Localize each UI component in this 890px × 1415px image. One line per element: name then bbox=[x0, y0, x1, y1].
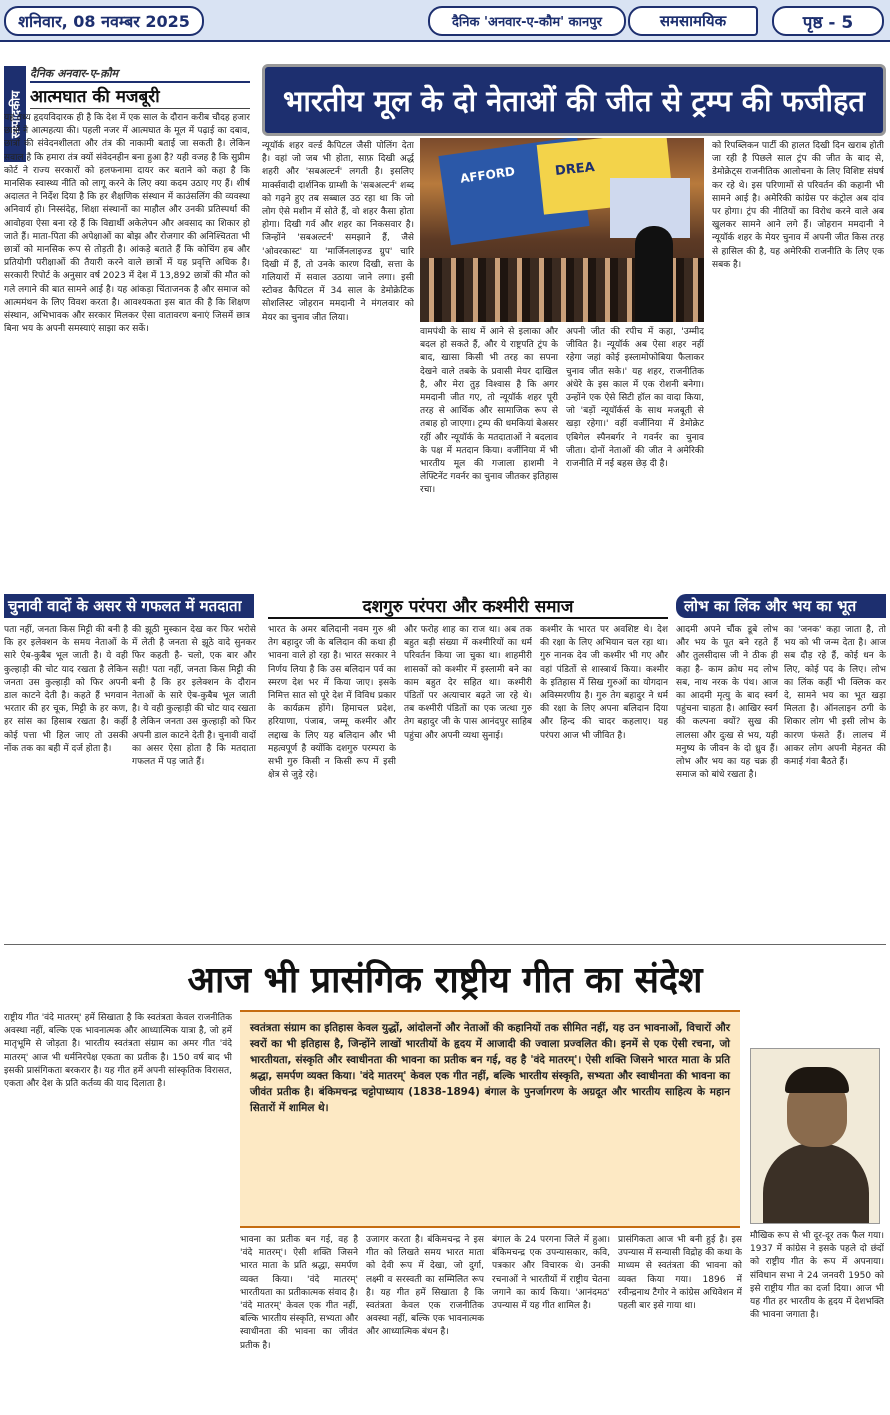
lead-col-4: को रिपब्लिकन पार्टी की हालत दिखी दिन खराब होती जा रही है पिछले साल ट्रंप की जीत के बाद से, डेमोक्रेट्स राजनीतिक आलोचना के लिए विशिष्ट संघर्ष कर रहे थे। इस परिणामों से परिवर्तन की कहानी भी सामने आई है। अमेरिकी कांग्रेस पर कंट्रोल अब दांव पर होगा। ट्रंप की नीतियों का विरोध करने वाले अब खुलकर सामने आने लगे हैं। जोहरान ममदानी ने न्यूयॉर्क शहर के मेयर चुनाव में अपनी जीत किस तरह से हासिल की है, यह अमेरिकी राजनीति के लिए एक सबक है। bbox=[712, 141, 884, 270]
divider bbox=[4, 944, 886, 945]
editorial-title: आत्मघात की मजबूरी bbox=[30, 87, 160, 107]
left-story-headline: चुनावी वादों के असर से गफलत में मतदाता bbox=[4, 594, 254, 618]
lead-headline: भारतीय मूल के दो नेताओं की जीत से ट्रम्प की फजीहत bbox=[262, 64, 886, 136]
portrait-body bbox=[763, 1143, 869, 1224]
feature-col-right: मौखिक रूप से भी दूर-दूर तक फैल गया। 1937 में कांग्रेस ने इसके पहले दो छंदों को राष्ट्रीय गीत के रूप में अपनाया। संविधान सभा ने 24 जनवरी 1950 को इसे राष्ट्रीय गीत का दर्जा दिया। आज भी यह गीत हर भारतीय के हृदय में देशभक्ति की भावना जगाता है। bbox=[750, 1231, 884, 1321]
feature-col-4: बंगाल के 24 परगना जिले में हुआ। बंकिमचन्द्र एक उपन्यासकार, कवि, पत्रकार और विचारक थे। उनकी रचनाओं ने भारतीयों में राष्ट्रीय चेतना जगाने का कार्य किया। 'आनंदमठ' उपन्यास में यह गीत शामिल है। bbox=[492, 1235, 610, 1312]
mid-story-col-2: और फरोह शाह का राज था। अब तक बहुत बड़ी संख्या में कश्मीरियों का धर्म परिवर्तन किया जा चुका था। शाहमीरी शासकों को कश्मीर में इस्लामी बने का काम बहुत देर सहित था। कश्मीरी पंडितों पर अत्याचार बढ़ते जा रहे थे। तब कश्मीरी पंडितों का एक जत्था गुरु तेग बहादुर जी के पास आनंदपुर साहिब पहुंचा और अपनी व्यथा सुनाई। bbox=[404, 625, 532, 741]
page-number: पृष्ठ - 5 bbox=[772, 6, 884, 36]
lead-col-3: अपनी जीत की रपीच में कहा, 'उम्मीद जीवित है। न्यूयॉर्क अब ऐसा शहर नहीं रहेगा जहां कोई इस्लामोफोबिया फैलाकर चुनाव जीत सके।' यह शहर, राजनीतिक अंधेरे के इस काल में एक रोशनी बनेगा। उन्होंने एक ऐसे सिटी हॉल का वादा किया, जो 'बड़ों न्यूयॉर्कर्स के साथ मजबूती से खड़ा रहेगा।' वहीं वर्जीनिया में डेमोक्रेट एबिगेल स्पैनबर्गर ने गवर्नर का चुनाव जीता। दोनों नेताओं की जीत ने अमेरिकी राजनीति में नई बहस छेड़ दी है। bbox=[566, 327, 704, 470]
feature-highlight: स्वतंत्रता संग्राम का इतिहास केवल युद्धों, आंदोलनों और नेताओं की कहानियों तक सीमित नहीं, यह उन भावनाओं, विचारों और स्वरों का भी इतिहास है, जिन्होंने लाखों भारतीयों के हृदय में आजादी की ज्वाला प्रज्वलित की। इनमें से एक ऐसी रचना, जो भारतीयता, संस्कृति और स्वाधीनता की भावना का प्रतीक बन गई, वह है 'वंदे मातरम्'। ऐसी शक्ति जिसने भारत माता के प्रति श्रद्धा, समर्पण व्यक्त किया। 'वंदे मातरम्' केवल एक गीत नहीं, बल्कि भारतीय संस्कृति, सभ्यता और स्वाधीनता की भावना का जीवंत प्रतीक है। बंकिमचन्द्र चट्टोपाध्याय (1838-1894) बंगाल के पुनर्जागरण के अग्रदूत और भारतीय साहित्य के महान सितारों में शामिल थे। bbox=[240, 1010, 740, 1228]
masthead bbox=[0, 0, 890, 42]
lead-col-1: न्यूयॉर्क शहर वर्ल्ड कैपिटल जैसी पोलिंग देता है। वहां जो जब भी होता, साफ़ दिखी अर्द्ध शहरी और 'सबअल्टर्न' लगती है। इसलिए मार्क्सवादी दार्शनिक ग्राम्शी के 'सबअल्टर्न' शब्द को गढ़ने हुए तब सब्बाल उठ रहा था कि जो लोग ऐसे मशीन में सोते हैं, वो शहर कैसा होता होगा। दिखी गर्व और शहर का निकसवार है। जिन्होंने 'सबअल्टर्न' समझाने हैं, जैसे 'ओवरकास्ट' या 'मार्जिनलाइज्ड ग्रुप' चारि दिखी में हैं, तो उनके कारण दिखी, सत्ता के गलियारों में सवाल उठाया जाने लगा। इसी स्टोक्ड कैपिटल में 34 साल के डेमोक्रेटिक सोशलिस्ट जोहरान ममदानी ने मंगलवार को मेयर का चुनाव जीत लिया। bbox=[262, 141, 414, 323]
right-story-col-2: का 'जनक' कहा जाता है, तो भय को भी जन्म देता है। आज सब दौड़ रहे हैं, कोई धन के लिए, कोई पद के लिए। लोभ का लिंक कहीं भी क्लिक कर दे, सामने भय का भूत खड़ा मिलता है। ऑनलाइन ठगी के शिकार लोग भी इसी लोभ के कारण फंसते हैं। लालच में आकर लोग अपनी मेहनत की कमाई गंवा बैठते हैं। bbox=[784, 625, 886, 768]
right-story-col-1: आदमी अपने चौंक डूबे लोभ और भय के पूत बने रहते हैं और तुलसीदास जी ने ठीक ही कहा है- काम क्रोध मद लोभ सब, नाथ नरक के पंथ। आज का आदमी मृत्यु के बाद स्वर्ग पहुंचना चाहता है। आखिर स्वर्ग की कल्पना क्यों? सुख की लालसा और दुःख से भय, यही मनुष्य के जीवन के दो ध्रुव हैं। लोभ और भय का यह चक्र ही समाज को बांधे रखता है। bbox=[676, 625, 778, 781]
right-story-headline: लोभ का लिंक और भय का भूत bbox=[676, 594, 886, 618]
photo-sign-text: AFFORD bbox=[459, 164, 516, 186]
left-story-col-2: की झूठी मुस्कान देख कर फिर भरोसे में लेती है जनता से झूठे वादे सुनकर फिर कहती है- चलो, एक बार और सही! पता नहीं, जनता किस मिट्टी की बनी है कि हर इलेक्शन के दौरान नेताओं के सारे ऐब-कुबैब भूल जाती है। ये वही कुल्हाड़ी की चोट याद रखता है लेकिन जनता उस कुल्हाड़ी को फिर अपनी डाल काटने देती है। चुनावी वादों का असर ऐसा होता है कि मतदाता गफलत में पड़ जाते हैं। bbox=[132, 625, 256, 768]
lead-col-2: वामपंथी के साथ में आने से इलाका और बदल हो सकते हैं, और ये राष्ट्रपति ट्रंप के बाद, खासा किसी भी तरह का सपना देखने वाले तबके के प्रवासी मेयर दाखिल है, और मेरा तुड़ विश्वास है कि अगर ममदानी जीत गए, तो न्यूयॉर्क शहर पूरी तरह से आर्थिक और सामाजिक रूप से तबाह हो जाएगा। ट्रम्प की धमकियां बेअसर रहीं और न्यूयॉर्क के मतदाताओं ने बदलाव के पक्ष में मतदान किया। वर्जीनिया में भी भारतीय मूल की गजाला हाशमी ने लेफ्टिनेंट गवर्नर का चुनाव जीतकर इतिहास रचा। bbox=[420, 327, 558, 496]
photo-speaker bbox=[635, 226, 673, 322]
mid-story-col-1: भारत के अमर बलिदानी नवम गुरु श्री तेग बहादुर जी के बलिदान की कथा ही भावना वाले हो रहा है। भारत सरकार ने निर्णय लिया है कि उस बलिदान पर्व का स्मरण देश भर में किया जाए। इसके निमित्त सात सो पूरे देश में विविध प्रकार के कार्यक्रम होंगे। हिमाचल प्रदेश, हरियाणा, पंजाब, जम्मू कश्मीर और लद्दाख के लिए यह बलिदान और भी महत्वपूर्ण है क्योंकि दशगुरु परम्परा के सभी गुरु किसी न किसी रूप में इसी क्षेत्र से जुड़े रहे। bbox=[268, 625, 396, 781]
editorial-tag: सम्पादकीय bbox=[4, 66, 26, 162]
author-portrait bbox=[750, 1048, 880, 1224]
section-name: समसामयिक bbox=[628, 6, 758, 36]
mid-story-headline: दशगुरु परंपरा और कश्मीरी समाज bbox=[268, 594, 668, 619]
feature-col-left: राष्ट्रीय गीत 'वंदे मातरम्' हमें सिखाता है कि स्वतंत्रता केवल राजनीतिक अवस्था नहीं, बल्कि एक भावनात्मक और आध्यात्मिक यात्रा है, जो हमें मातृभूमि से जोड़ता है। भारतीय स्वतंत्रता संग्राम का अमर गीत 'वंदे मातरम्' आज भी धर्मनिरपेक्ष एकता का प्रतीक है। 150 वर्ष बाद भी इसकी प्रासंगिकता बरकरार है। यह गीत हमें अपनी सांस्कृतिक विरासत, एकता और देश के प्रति कर्तव्य की याद दिलाता है। bbox=[4, 1013, 232, 1090]
feature-col-3: उजागर करता है। बंकिमचन्द्र ने इस गीत को लिखते समय भारत माता को देवी रूप में देखा, जो दुर्गा, लक्ष्मी व सरस्वती का सम्मिलित रूप है। यह गीत हमें सिखाता है कि स्वतंत्रता केवल एक राजनीतिक अवस्था नहीं, बल्कि एक भावनात्मक और आध्यात्मिक बंधन है। bbox=[366, 1235, 484, 1338]
issue-date: शनिवार, 08 नवम्बर 2025 bbox=[4, 6, 204, 36]
divider bbox=[30, 108, 250, 109]
editorial-body: यह तथ्य हृदयविदारक ही है कि देश में एक साल के दौरान करीब चौदह हजार छात्रों ने आत्महत्या की। पहली नजर में आत्मघात के मूल में पढ़ाई का दबाव, छात्रों की संवेदनशीलता और तंत्र की नाकामी बताई जा सकती है। लेकिन सवाल है कि हमारा तंत्र क्यों संवेदनहीन बना हुआ है? यही वजह है कि सुप्रीम कोर्ट ने राज्य सरकारों को हलफनामा दायर कर बताने को कहा है कि मानसिक स्वास्थ्य नीति को लागू करने के लिए क्या कदम उठाए गए हैं। शीर्ष अदालत ने निर्देश दिया है कि हर शैक्षणिक संस्थान में काउंसलिंग की व्यवस्था अनिवार्य हो। निस्संदेह, शिक्षा संस्थानों का माहौल और उनकी प्रतिस्पर्धा की आवोहवा ऐसा बना रहे हैं कि विद्यार्थी अकेलेपन और अवसाद का शिकार हो जाते हैं। माता-पिता की अपेक्षाओं का बोझ और रोजगार की अनिश्चितता भी छात्रों को मानसिक रूप से तोड़ती है। आंकड़े बताते हैं कि कोचिंग हब और प्रतियोगी परीक्षाओं की तैयारी करने वाले छात्रों में यह प्रवृत्ति अधिक है। सरकारी रिपोर्ट के अनुसार वर्ष 2023 में देश में 13,892 छात्रों की मौत को गले लगाने की बात सामने आई है। यह आंकड़ा चिंताजनक है और समाज को आत्ममंथन के लिए विवश करता है। आवश्यकता इस बात की है कि शिक्षण संस्थान, अभिभावक और सरकार मिलकर ऐसा वातावरण बनाएं जिसमें छात्र बिना भय के अपनी समस्याएं साझा कर सकें। bbox=[4, 113, 250, 335]
lead-photo bbox=[420, 138, 704, 322]
paper-name: दैनिक 'अनवार-ए-कौम' कानपुर bbox=[428, 6, 626, 36]
photo-sign-text: DREA bbox=[554, 159, 596, 180]
feature-col-5: प्रासंगिकता आज भी बनी हुई है। इस उपन्यास में सन्यासी विद्रोह की कथा के माध्यम से स्वतंत्रता की भावना को व्यक्त किया गया। 1896 में रवीन्द्रनाथ टैगोर ने कांग्रेस अधिवेशन में पहली बार इसे गाया था। bbox=[618, 1235, 742, 1312]
feature-headline: आज भी प्रासंगिक राष्ट्रीय गीत का संदेश bbox=[187, 959, 703, 1001]
mid-story-col-3: कश्मीर के भारत पर अवशिष्ट थे। देश की रक्षा के लिए अभियान चल रहा था। गुरु नानक देव जी कश्मीर भी गए और वहां पंडितों से शास्त्रार्थ किया। कश्मीर के इतिहास में सिख गुरुओं का योगदान अविस्मरणीय है। गुरु तेग बहादुर ने धर्म की रक्षा के लिए अपना बलिदान दिया और हिन्द की चादर कहलाए। यह परंपरा आज भी जीवित है। bbox=[540, 625, 668, 741]
editorial-brand: दैनिक अनवार-ए-क़ौम bbox=[30, 66, 250, 83]
left-story-col-1: पता नहीं, जनता किस मिट्टी की बनी है कि हर इलेक्शन के समय नेताओं के सारे ऐब-कुबैब भूल जाती है। ये वही कुल्हाड़ी की चोट याद रखता है लेकिन जनता उस कुल्हाड़ी को फिर अपनी डाल काटने देती है। कहते हैं भगवान भरतार की हर चूक, मिट्टी के हर कण, हर सांस का हिसाब रखता है। कहीं कोई पत्ता भी हिल जाए तो उसकी नोंक तक का बही में दर्ज होता है। bbox=[4, 625, 128, 754]
feature-col-2: भावना का प्रतीक बन गई, वह है 'वंदे मातरम्'। ऐसी शक्ति जिसने भारत माता के प्रति श्रद्धा, समर्पण व्यक्त किया। 'वंदे मातरम्' भारतीयता का प्रतीकात्मक संवाद है। 'वंदे मातरम्' केवल एक गीत नहीं, बल्कि भारतीय संस्कृति, सभ्यता और स्वाधीनता की भावना का जीवंत प्रतीक है। bbox=[240, 1235, 358, 1351]
portrait-hair bbox=[785, 1067, 849, 1093]
